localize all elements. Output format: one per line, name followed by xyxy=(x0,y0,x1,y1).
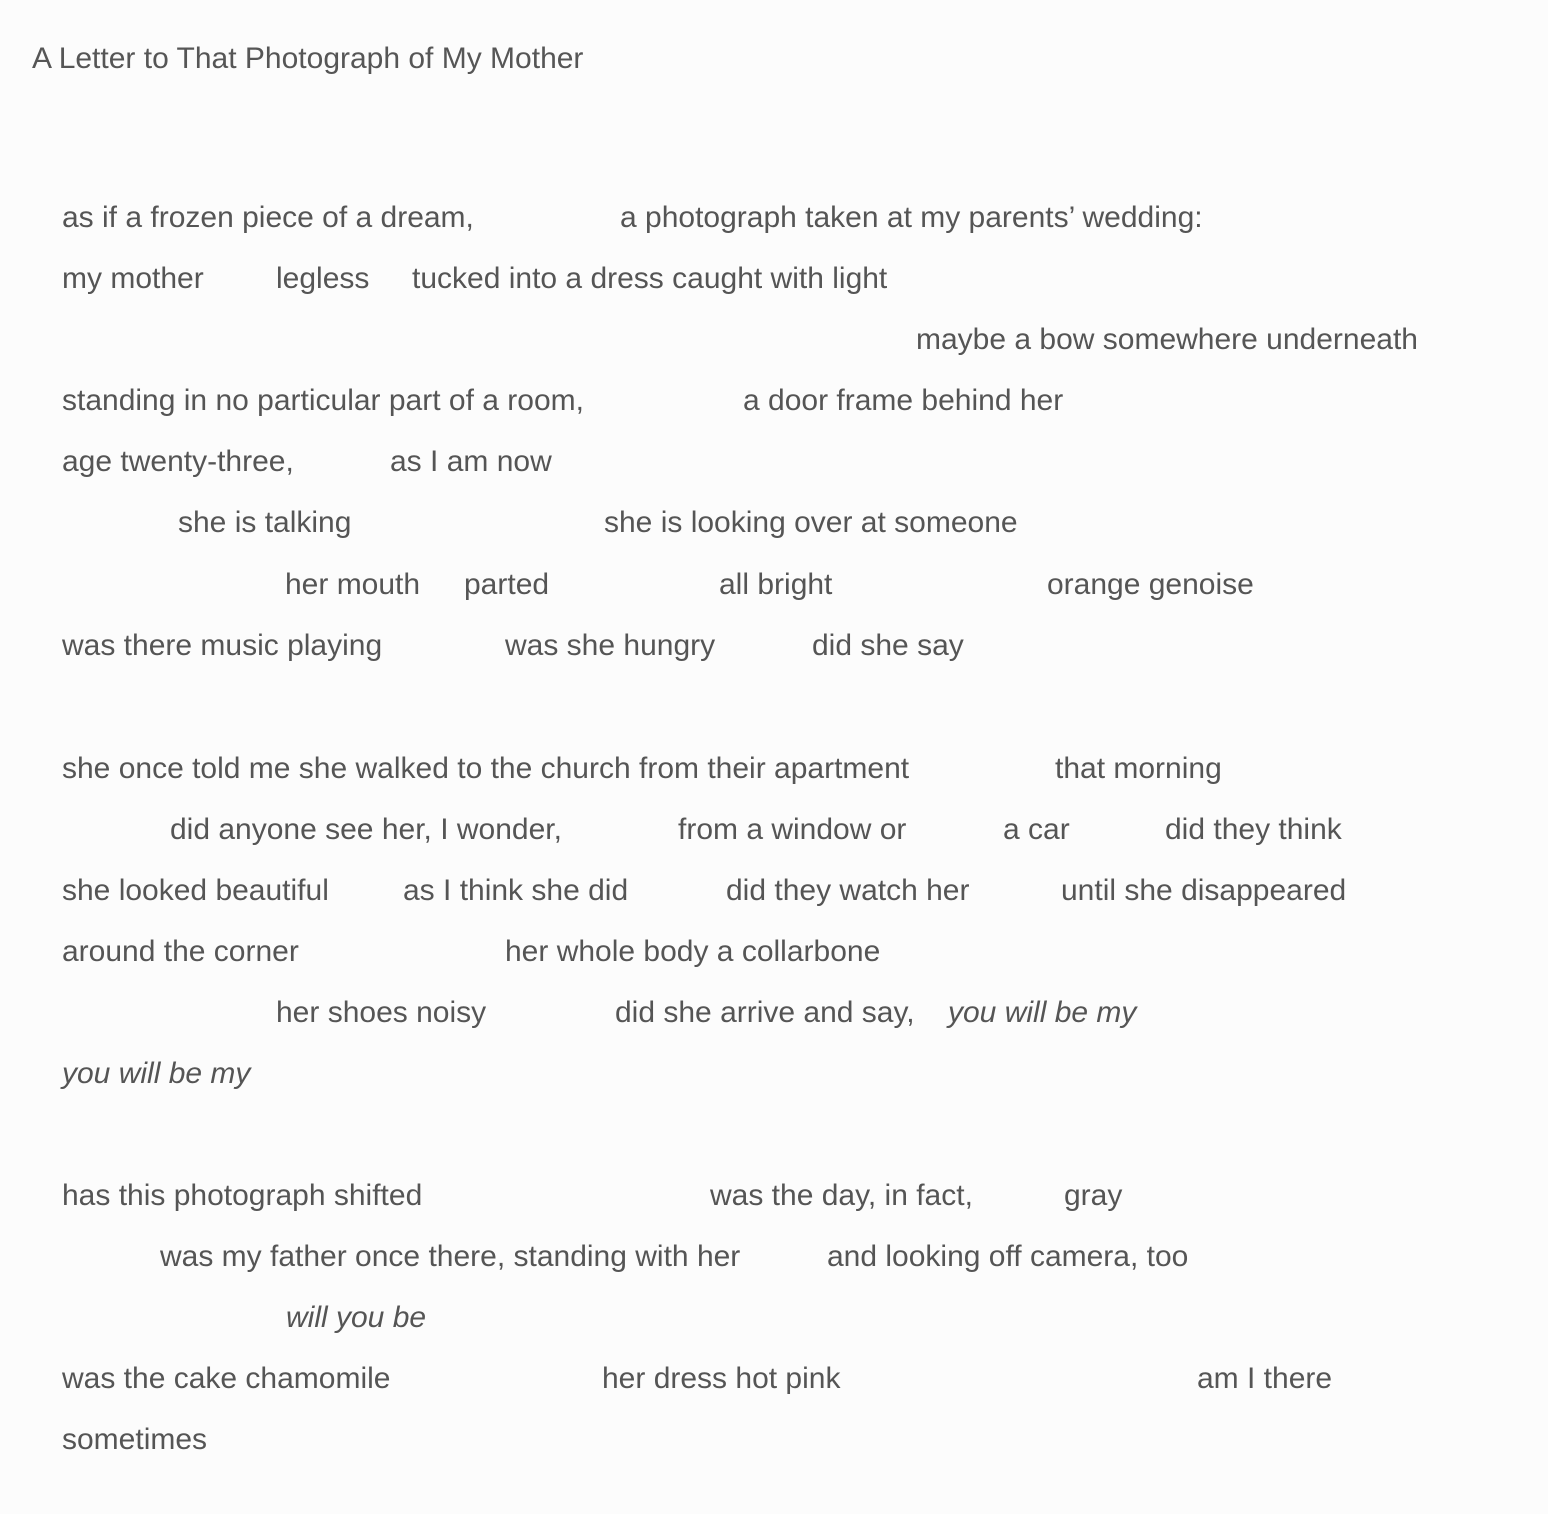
poem-phrase: as if a frozen piece of a dream, xyxy=(62,201,474,234)
poem-phrase: did she say xyxy=(812,629,964,662)
poem-phrase: maybe a bow somewhere underneath xyxy=(916,323,1418,356)
poem-line xyxy=(0,383,1548,419)
poem-line xyxy=(0,1178,1548,1214)
poem-phrase: was there music playing xyxy=(62,629,383,662)
poem-line xyxy=(0,261,1548,297)
poem-line xyxy=(0,1300,1548,1336)
poem-line xyxy=(0,1361,1548,1397)
poem-line xyxy=(0,1239,1548,1275)
poem-phrase: has this photograph shifted xyxy=(62,1179,423,1212)
poem-phrase: as I think she did xyxy=(403,874,629,907)
poem-line xyxy=(0,444,1548,480)
poem-phrase: around the corner xyxy=(62,935,299,968)
poem-phrase: her whole body a collarbone xyxy=(505,935,881,968)
poem-line xyxy=(0,873,1548,909)
poem-phrase: will you be xyxy=(286,1301,427,1334)
poem-phrase: and looking off camera, too xyxy=(827,1240,1189,1273)
poem-phrase: she looked beautiful xyxy=(62,874,329,907)
poem-phrase: her shoes noisy xyxy=(276,996,487,1029)
poem-line xyxy=(0,934,1548,970)
poem-phrase: a car xyxy=(1003,813,1070,846)
poem-phrase: you will be my xyxy=(62,1057,251,1090)
poem-phrase: she once told me she walked to the church from their apartment xyxy=(62,752,910,785)
poem-phrase: a door frame behind her xyxy=(743,384,1064,417)
poem-phrase: that morning xyxy=(1055,752,1222,785)
poem-title: A Letter to That Photograph of My Mother xyxy=(32,42,584,75)
poem-phrase: was the day, in fact, xyxy=(710,1179,973,1212)
poem-phrase: my mother xyxy=(62,262,204,295)
poem-line xyxy=(0,567,1548,603)
poem-phrase: did they think xyxy=(1165,813,1342,846)
poem-phrase: age twenty-three, xyxy=(62,445,294,478)
poem-line xyxy=(0,505,1548,541)
poem-phrase: legless xyxy=(276,262,370,295)
poem-phrase: she is talking xyxy=(178,506,352,539)
poem-phrase: did she arrive and say, xyxy=(615,996,915,1029)
poem-line xyxy=(0,628,1548,664)
poem-phrase: sometimes xyxy=(62,1423,208,1456)
poem-phrase: gray xyxy=(1064,1179,1123,1212)
poem-line xyxy=(0,751,1548,787)
poem-phrase: orange genoise xyxy=(1047,568,1254,601)
poem-phrase: parted xyxy=(464,568,550,601)
poem-phrase: was the cake chamomile xyxy=(62,1362,391,1395)
poem-phrase: until she disappeared xyxy=(1061,874,1347,907)
poem-line xyxy=(0,1056,1548,1092)
poem-line xyxy=(0,995,1548,1031)
poem-line xyxy=(0,1422,1548,1458)
poem-phrase: a photograph taken at my parents’ wedding: xyxy=(620,201,1203,234)
poem-line xyxy=(0,322,1548,358)
poem-phrase: she is looking over at someone xyxy=(604,506,1018,539)
poem-phrase: from a window or xyxy=(678,813,907,846)
poem-phrase: am I there xyxy=(1197,1362,1333,1395)
poem-phrase: did anyone see her, I wonder, xyxy=(170,813,562,846)
poem-phrase: all bright xyxy=(719,568,833,601)
poem-phrase: you will be my xyxy=(948,996,1137,1029)
poem-phrase: was she hungry xyxy=(505,629,716,662)
poem-phrase: tucked into a dress caught with light xyxy=(412,262,888,295)
poem-line xyxy=(0,812,1548,848)
poem-phrase: standing in no particular part of a room, xyxy=(62,384,584,417)
poem-phrase: as I am now xyxy=(390,445,552,478)
poem-phrase: her mouth xyxy=(285,568,421,601)
poem-phrase: her dress hot pink xyxy=(602,1362,841,1395)
poem-line xyxy=(0,200,1548,236)
poem-phrase: was my father once there, standing with her xyxy=(160,1240,741,1273)
poem-phrase: did they watch her xyxy=(726,874,970,907)
